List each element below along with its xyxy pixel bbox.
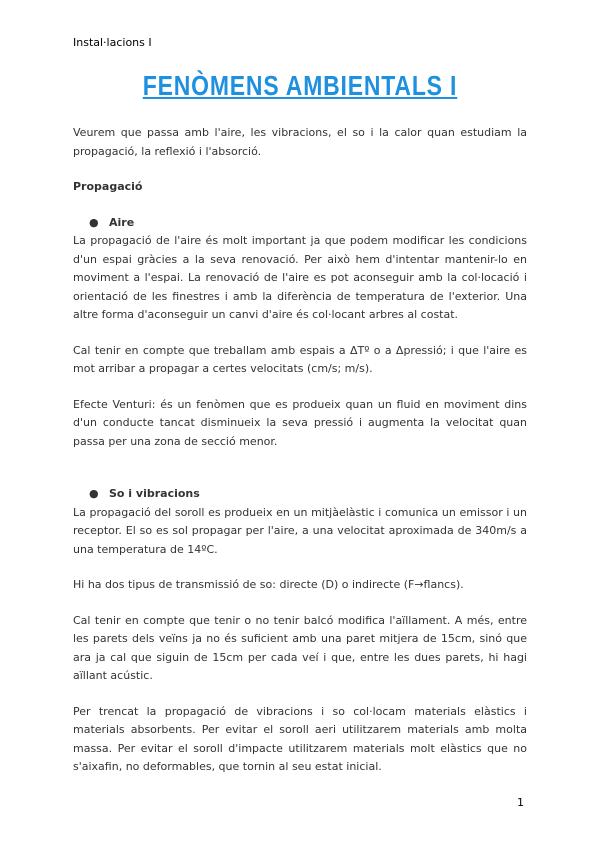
page-title: FENÒMENS AMBIENTALS I <box>142 70 458 101</box>
bullet-so-label: So i vibracions <box>109 487 200 500</box>
running-header: Instal·lacions I <box>73 36 152 49</box>
so-paragraph-3: Cal tenir en compte que tenir o no tenir balcó modifica l'aïllament. A més, entre les parets dels veïns ja no és suficient amb una paret mitjera de 15cm, sinó que ara ja cal que siguin de 15cm per cada veí i que, entre les dues parets, hi hagi aïllant acústic. <box>73 613 527 682</box>
bullet-aire-label: Aire <box>109 215 135 229</box>
so-paragraph-4: Per trencat la propagació de vibracions i so col·locam materials elàstics i materials absorbents. Per evitar el soroll aeri utilitzarem materials amb molta massa. Per evitar el soroll d'impacte utilitzarem materials molt elàstics que no s'aixafin, no deformables, que tornin al seu estat inicial. <box>73 704 527 773</box>
aire-paragraph-1: La propagació de l'aire és molt important ja que podem modificar les condicions d'un espai gràcies a la seva renovació. Per això hem d'intentar mantenir-lo en moviment a l'espai. La renovació de l'aire es pot aconseguir amb la col·locació i orientació de les finestres i amb la diferència de temperatura de l'exterior. Una altre forma d'aconseguir un canvi d'aire és col·locant arbres al costat. <box>73 234 527 321</box>
bullet-aire <box>89 214 527 233</box>
document-body <box>73 124 527 777</box>
bullet-icon: ● <box>89 215 99 229</box>
so-paragraph-2: Hi ha dos tipus de transmissió de so: directe (D) o indirecte (F→flancs). <box>73 578 464 591</box>
aire-paragraph-3: Efecte Venturi: és un fenòmen que es produeix quan un fluid en moviment dins d'un conducte tancat disminueix la seva pressió i augmenta la velocitat quan passa per una zona de secció menor. <box>73 397 527 448</box>
bullet-icon: ● <box>89 487 99 500</box>
aire-paragraph-2: Cal tenir en compte que treballam amb espais a ΔTº o a Δpressió; i que l'aire es mot arribar a propagar a certes velocitats (cm/s; m/s). <box>73 343 527 375</box>
page-number: 1 <box>517 796 524 809</box>
so-paragraph-1: La propagació del soroll es produeix en un mitjàelàstic i comunica un emissor i un receptor. El so es sol propagar per l'aire, a una velocitat aproximada de 340m/s a una temperatura de 14ºC. <box>73 505 527 556</box>
intro-paragraph: Veurem que passa amb l'aire, les vibracions, el so i la calor quan estudiam la propagació, la reflexió i l'absorció. <box>73 126 527 158</box>
section-heading: Propagació <box>73 180 143 193</box>
bullet-so <box>89 485 527 504</box>
